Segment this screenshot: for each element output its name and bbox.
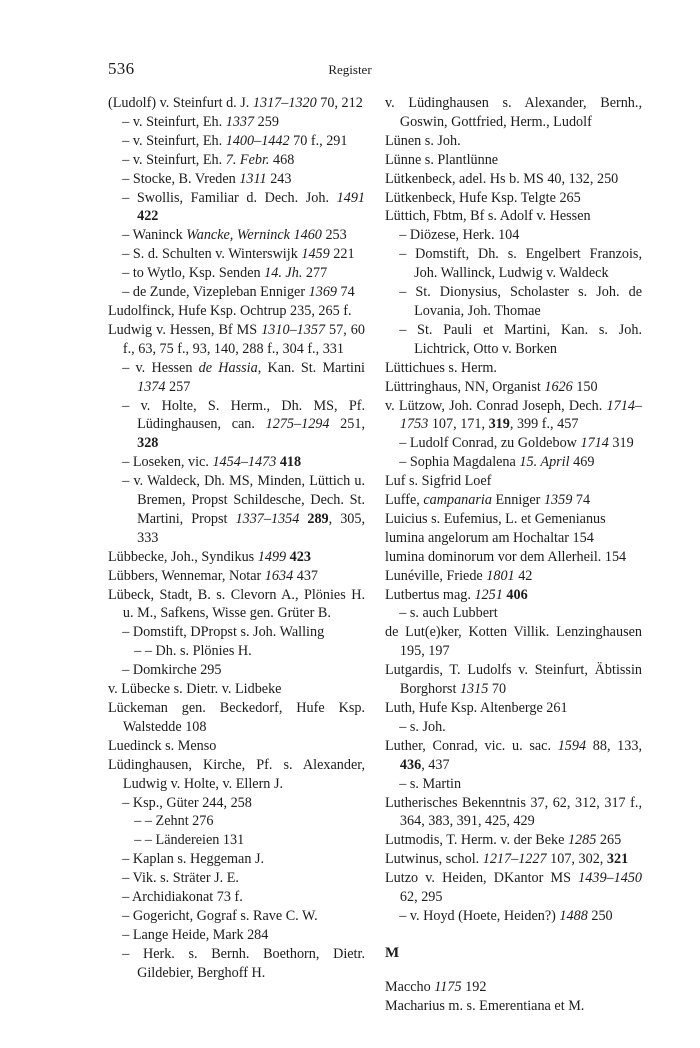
index-entry: v. Lübecke s. Dietr. v. Lidbeke — [108, 681, 282, 698]
index-subentry: – s. Joh. — [399, 718, 446, 735]
index-entry: lumina angelorum am Hochaltar 154 — [385, 529, 594, 546]
index-subentry: – Domkirche 295 — [122, 662, 222, 679]
index-entry: Lübbecke, Joh., Syndikus 1499 423 — [108, 548, 311, 565]
index-subentry: – S. d. Schulten v. Winterswijk 1459 221 — [122, 246, 355, 263]
index-entry: Luicius s. Eufemius, L. et Gemenianus — [385, 510, 606, 527]
index-entry: Luffe, campanaria Enniger 1359 74 — [385, 492, 591, 509]
index-entry: Lutherisches Bekenntnis 37, 62, 312, 317 f., 364, 383, 391, 425, 429 — [385, 794, 642, 830]
index-subentry: – v. Steinfurt, Eh. 7. Febr. 468 — [122, 151, 295, 168]
index-entry: Ludwig v. Hessen, Bf MS 1310–1357 57, 60 f., 63, 75 f., 93, 140, 288 f., 304 f., 331 — [108, 321, 365, 357]
index-entry: Luth, Hufe Ksp. Altenberge 261 — [385, 700, 568, 716]
index-entry: Luther, Conrad, vic. u. sac. 1594 88, 133, 436, 437 — [385, 737, 643, 773]
index-entry: Lutmodis, T. Herm. v. der Beke 1285 265 — [385, 832, 622, 849]
index-entry: Lutzo v. Heiden, DKantor MS 1439–1450 62, 295 — [385, 870, 642, 906]
index-subentry: – Domstift, DPropst s. Joh. Walling — [122, 624, 325, 641]
index-entry: Lutbertus mag. 1251 406 — [385, 586, 528, 603]
index-entry: Lünen s. Joh. — [385, 132, 461, 149]
running-title: Register — [328, 62, 372, 77]
page-number: 536 — [108, 59, 135, 78]
index-subentry: – Sophia Magdalena 15. April 469 — [399, 454, 595, 471]
index-entry: Lutwinus, schol. 1217–1227 107, 302, 321 — [385, 851, 629, 868]
index-subentry: – s. auch Lubbert — [399, 605, 498, 622]
right-column — [385, 94, 642, 1016]
index-subentry: – Stocke, B. Vreden 1311 243 — [122, 170, 292, 187]
index-subentry: – de Zunde, Vizepleban Enniger 1369 74 — [122, 284, 355, 301]
index-subentry: – Loseken, vic. 1454–1473 418 — [122, 454, 302, 471]
index-entry: Lünne s. Plantlünne — [385, 151, 499, 168]
index-entry: Lüttich, Fbtm, Bf s. Adolf v. Hessen — [385, 208, 591, 225]
section-letter: M — [385, 944, 400, 961]
index-subentry: – v. Holte, S. Herm., Dh. MS, Pf. Lüdinghausen, can. 1275–1294 251, 328 — [122, 397, 365, 452]
index-subentry: – v. Waldeck, Dh. MS, Minden, Lüttich u. Bremen, Propst Schildesche, Dech. St. Martini, Propst 1337–1354 289, 305, 333 — [122, 473, 366, 546]
index-subentry: – Lange Heide, Mark 284 — [122, 926, 269, 943]
index-subentry: – St. Pauli et Martini, Kan. s. Joh. Lichtrick, Otto v. Borken — [399, 321, 642, 357]
index-subentry: – Gogericht, Gograf s. Rave C. W. — [122, 907, 318, 924]
index-subentry: – v. Steinfurt, Eh. 1400–1442 70 f., 291 — [122, 132, 348, 149]
index-entry: Lutgardis, T. Ludolfs v. Steinfurt, Äbtissin Borghorst 1315 70 — [385, 662, 642, 698]
index-entry: Luedinck s. Menso — [108, 737, 217, 754]
index-entry: Lübbers, Wennemar, Notar 1634 437 — [108, 567, 318, 584]
index-entry: de Lut(e)ker, Kotten Villik. Lenzinghausen 195, 197 — [385, 624, 642, 660]
index-entry: Lüttringhaus, NN, Organist 1626 150 — [385, 378, 598, 395]
index-entry: Maccho 1175 192 — [385, 978, 487, 995]
index-subentry: – s. Martin — [399, 775, 462, 792]
index-subentry: – Domstift, Dh. s. Engelbert Franzois, Joh. Wallinck, Ludwig v. Waldeck — [399, 246, 642, 282]
index-subentry: – v. Steinfurt, Eh. 1337 259 — [122, 113, 279, 130]
index-entry: lumina dominorum vor dem Allerheil. 154 — [385, 548, 627, 565]
index-entry: v. Lützow, Joh. Conrad Joseph, Dech. 1714–1753 107, 171, 319, 399 f., 457 — [385, 397, 642, 433]
index-subentry: – – Dh. s. Plönies H. — [134, 643, 252, 660]
index-entry: v. Lüdinghausen s. Alexander, Bernh., Goswin, Gottfried, Herm., Ludolf — [385, 95, 642, 130]
index-entry: Luf s. Sigfrid Loef — [385, 473, 492, 490]
index-entry: Macharius m. s. Emerentiana et M. — [385, 997, 585, 1014]
index-entry: Lückeman gen. Beckedorf, Hufe Ksp. Walstedde 108 — [108, 700, 365, 735]
index-subentry: – Archidiakonat 73 f. — [122, 889, 243, 906]
index-entry: (Ludolf) v. Steinfurt d. J. 1317–1320 70, 212 — [108, 95, 363, 111]
index-subentry: – – Ländereien 131 — [134, 832, 245, 849]
index-entry: Lütkenbeck, adel. Hs b. MS 40, 132, 250 — [385, 170, 619, 187]
index-entry: Ludolfinck, Hufe Ksp. Ochtrup 235, 265 f. — [108, 302, 352, 319]
index-subentry: – to Wytlo, Ksp. Senden 14. Jh. 277 — [122, 265, 328, 282]
index-entry: Lüttichues s. Herm. — [385, 359, 497, 376]
index-subentry: – Ludolf Conrad, zu Goldebow 1714 319 — [399, 435, 634, 452]
index-subentry: – Ksp., Güter 244, 258 — [122, 794, 252, 811]
left-column — [108, 94, 365, 983]
index-subentry: – v. Hessen de Hassia, Kan. St. Martini 1374 257 — [122, 359, 366, 395]
index-subentry: – Kaplan s. Heggeman J. — [122, 851, 265, 868]
index-subentry: – Swollis, Familiar d. Dech. Joh. 1491 422 — [122, 189, 365, 225]
index-subentry: – Waninck Wancke, Werninck 1460 253 — [122, 227, 347, 244]
index-entry: Lütkenbeck, Hufe Ksp. Telgte 265 — [385, 189, 581, 206]
index-subentry: – Herk. s. Bernh. Boethorn, Dietr. Gildebier, Berghoff H. — [122, 945, 365, 981]
index-subentry: – Vik. s. Sträter J. E. — [122, 870, 239, 887]
index-subentry: – v. Hoyd (Hoete, Heiden?) 1488 250 — [399, 907, 613, 924]
index-subentry: – – Zehnt 276 — [134, 813, 214, 830]
index-subentry: – St. Dionysius, Scholaster s. Joh. de Lovania, Joh. Thomae — [399, 284, 642, 319]
index-subentry: – Diözese, Herk. 104 — [399, 227, 520, 244]
index-entry: Lübeck, Stadt, B. s. Clevorn A., Plönies H. u. M., Safkens, Wisse gen. Grüter B. — [108, 586, 365, 622]
index-entry: Lüdinghausen, Kirche, Pf. s. Alexander, Ludwig v. Holte, v. Ellern J. — [108, 756, 365, 792]
index-entry: Lunéville, Friede 1801 42 — [385, 567, 533, 584]
